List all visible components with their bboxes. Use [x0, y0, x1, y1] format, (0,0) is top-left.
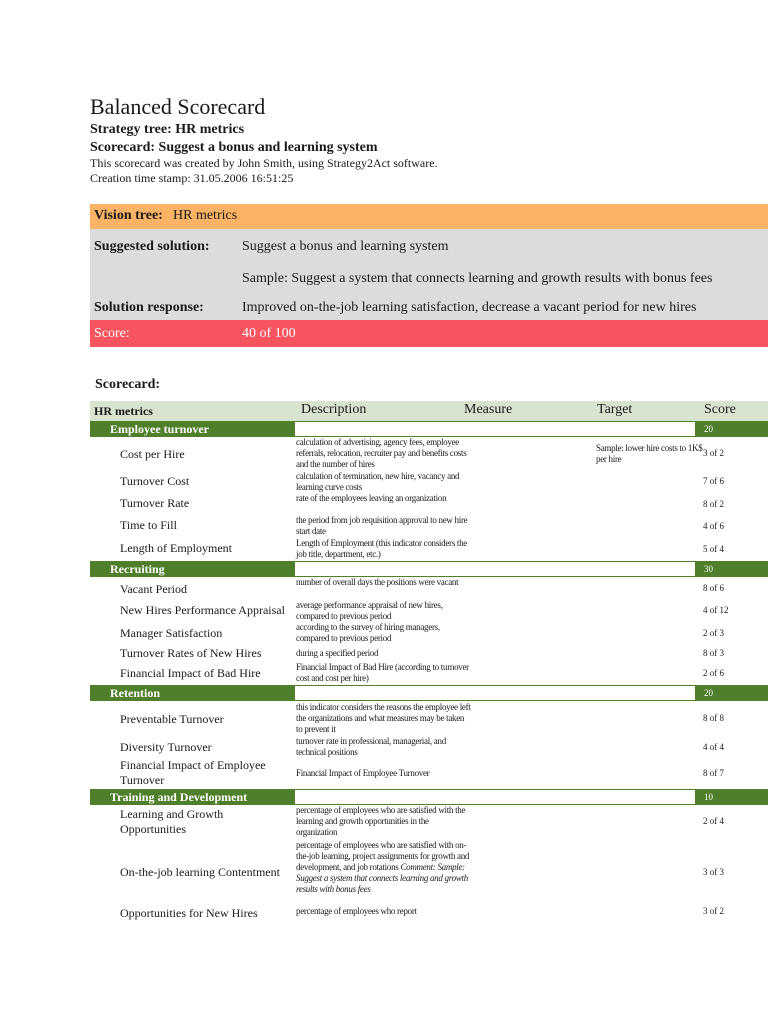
category-name: Training and Development [110, 790, 248, 804]
metric-description: turnover rate in professional, managerial, and technical positions [296, 736, 446, 757]
table-row [90, 577, 768, 600]
suggested-solution-value: Suggest a bonus and learning system [242, 239, 449, 254]
metric-name: Turnover Cost [120, 474, 190, 488]
vision-label: Vision tree: [94, 208, 163, 223]
table-header [90, 401, 768, 421]
category-row [90, 789, 768, 805]
table-row [90, 515, 768, 538]
table-row [90, 702, 768, 736]
metric-description: percentage of employees who report [296, 906, 417, 916]
table-row [90, 471, 768, 493]
strategy-tree-heading: Strategy tree: HR metrics [90, 122, 245, 137]
metric-name: Diversity Turnover [120, 740, 212, 754]
metric-score: 4 of 12 [703, 605, 729, 615]
column-header-measure: Measure [464, 402, 513, 417]
solution-response-value: Improved on-the-job learning satisfaction, decrease a vacant period for new hires [242, 300, 697, 315]
metric-score: 3 of 3 [703, 867, 724, 877]
column-header-metrics: HR metrics [94, 404, 153, 418]
metric-description: Length of Employment (this indicator considers the job title, department, etc.) [296, 538, 467, 559]
metric-score: 2 of 3 [703, 628, 724, 638]
table-row [90, 644, 768, 662]
table-row [90, 662, 768, 685]
metric-score: 3 of 2 [703, 448, 724, 458]
score-value: 40 of 100 [242, 326, 296, 341]
table-row [90, 805, 768, 839]
timestamp-text: Creation time stamp: 31.05.2006 16:51:25 [90, 171, 294, 185]
metric-score: 2 of 4 [703, 816, 724, 826]
category-spacer [295, 686, 695, 700]
metric-name: Turnover Rates of New Hires [120, 646, 262, 660]
table-row [90, 538, 768, 561]
category-spacer [295, 562, 695, 576]
metric-description: rate of the employees leaving an organization [296, 493, 447, 503]
table-row [90, 736, 768, 758]
table-row [90, 622, 768, 644]
category-row [90, 421, 768, 437]
column-header-score: Score [704, 402, 736, 417]
metric-description: calculation of termination, new hire, vacancy and learning curve costs [296, 471, 460, 492]
metric-description [296, 840, 471, 895]
metric-description: this indicator considers the reasons the employee left the organizations and what measures may be taken to prevent it [296, 702, 471, 734]
category-name: Retention [110, 686, 160, 700]
table-row [90, 437, 768, 470]
metric-description: the period from job requisition approval to new hire start date [296, 515, 468, 536]
metric-score: 8 of 3 [703, 648, 724, 658]
metric-score: 8 of 2 [703, 499, 724, 509]
metric-score: 5 of 4 [703, 544, 724, 554]
metric-description: calculation of advertising, agency fees, employee referrals, relocation, recruiter pay and benefits costs and the number of hires [296, 437, 467, 469]
score-band [90, 320, 768, 347]
metric-name: Time to Fill [120, 518, 177, 532]
metric-name: Vacant Period [120, 582, 187, 596]
table-row [90, 905, 768, 925]
metric-description: during a specified period [296, 648, 379, 658]
score-label: Score: [94, 326, 130, 341]
sample-text: Sample: Suggest a system that connects learning and growth results with bonus fees [242, 271, 713, 286]
metric-description: Financial Impact of Employee Turnover [296, 768, 430, 778]
category-score: 10 [704, 792, 713, 802]
category-row [90, 685, 768, 701]
metric-score: 7 of 6 [703, 476, 724, 486]
scorecard-label: Scorecard: [95, 377, 161, 392]
metric-target: Sample: lower hire costs to 1K$ per hire [596, 443, 703, 464]
metric-score: 4 of 4 [703, 742, 724, 752]
suggested-solution-label: Suggested solution: [94, 239, 210, 254]
metric-name: Manager Satisfaction [120, 626, 223, 640]
category-score: 20 [704, 688, 713, 698]
metric-name: Length of Employment [120, 541, 232, 555]
metric-score: 4 of 6 [703, 521, 724, 531]
category-spacer [295, 422, 695, 436]
table-row [90, 600, 768, 622]
metric-name: Opportunities for New Hires [120, 906, 258, 920]
metric-name: Turnover Rate [120, 496, 190, 510]
metric-description: average performance appraisal of new hires, compared to previous period [296, 600, 443, 621]
scorecard-heading: Scorecard: Suggest a bonus and learning system [90, 140, 378, 155]
column-header-description: Description [301, 402, 367, 417]
metric-name: Learning and Growth Opportunities [120, 807, 224, 836]
category-score: 20 [704, 424, 713, 434]
metric-comment: Comment: Sample: Suggest a system that connects learning and growth results with bonus fees [296, 862, 468, 894]
category-row [90, 561, 768, 577]
table-row [90, 758, 768, 789]
table-row [90, 493, 768, 515]
category-score: 30 [704, 564, 713, 574]
vision-value: HR metrics [173, 208, 238, 223]
metric-name: On-the-job learning Contentment [120, 865, 280, 879]
metric-description-text: percentage of employees who are satisfied with on-the-job learning, project assignments for growth and development, and job rotations [296, 840, 470, 872]
metric-description: Financial Impact of Bad Hire (according to turnover cost and cost per hire) [296, 662, 469, 683]
created-by-text: This scorecard was created by John Smith, using Strategy2Act software. [90, 156, 438, 170]
metric-score: 8 of 7 [703, 768, 724, 778]
metric-description: number of overall days the positions were vacant [296, 577, 459, 587]
metric-score: 2 of 6 [703, 668, 724, 678]
metric-score: 8 of 8 [703, 713, 724, 723]
page-title: Balanced Scorecard [90, 94, 266, 119]
category-spacer [295, 790, 695, 804]
category-name: Employee turnover [110, 422, 209, 436]
category-name: Recruiting [110, 562, 165, 576]
metric-name: Financial Impact of Bad Hire [120, 666, 261, 680]
solution-response-label: Solution response: [94, 300, 204, 315]
metric-name: Cost per Hire [120, 447, 185, 461]
metric-score: 3 of 2 [703, 906, 724, 916]
metric-score: 8 of 6 [703, 583, 724, 593]
table-row [90, 839, 768, 905]
solution-band [90, 229, 768, 320]
metric-name: Financial Impact of Employee Turnover [120, 758, 266, 787]
metric-name: New Hires Performance Appraisal [120, 603, 285, 617]
metric-name: Preventable Turnover [120, 712, 224, 726]
metric-description: according to the survey of hiring managers, compared to previous period [296, 622, 440, 643]
column-header-target: Target [597, 402, 633, 417]
vision-band [90, 204, 768, 229]
metric-description: percentage of employees who are satisfied with the learning and growth opportunities in the organization [296, 805, 466, 837]
